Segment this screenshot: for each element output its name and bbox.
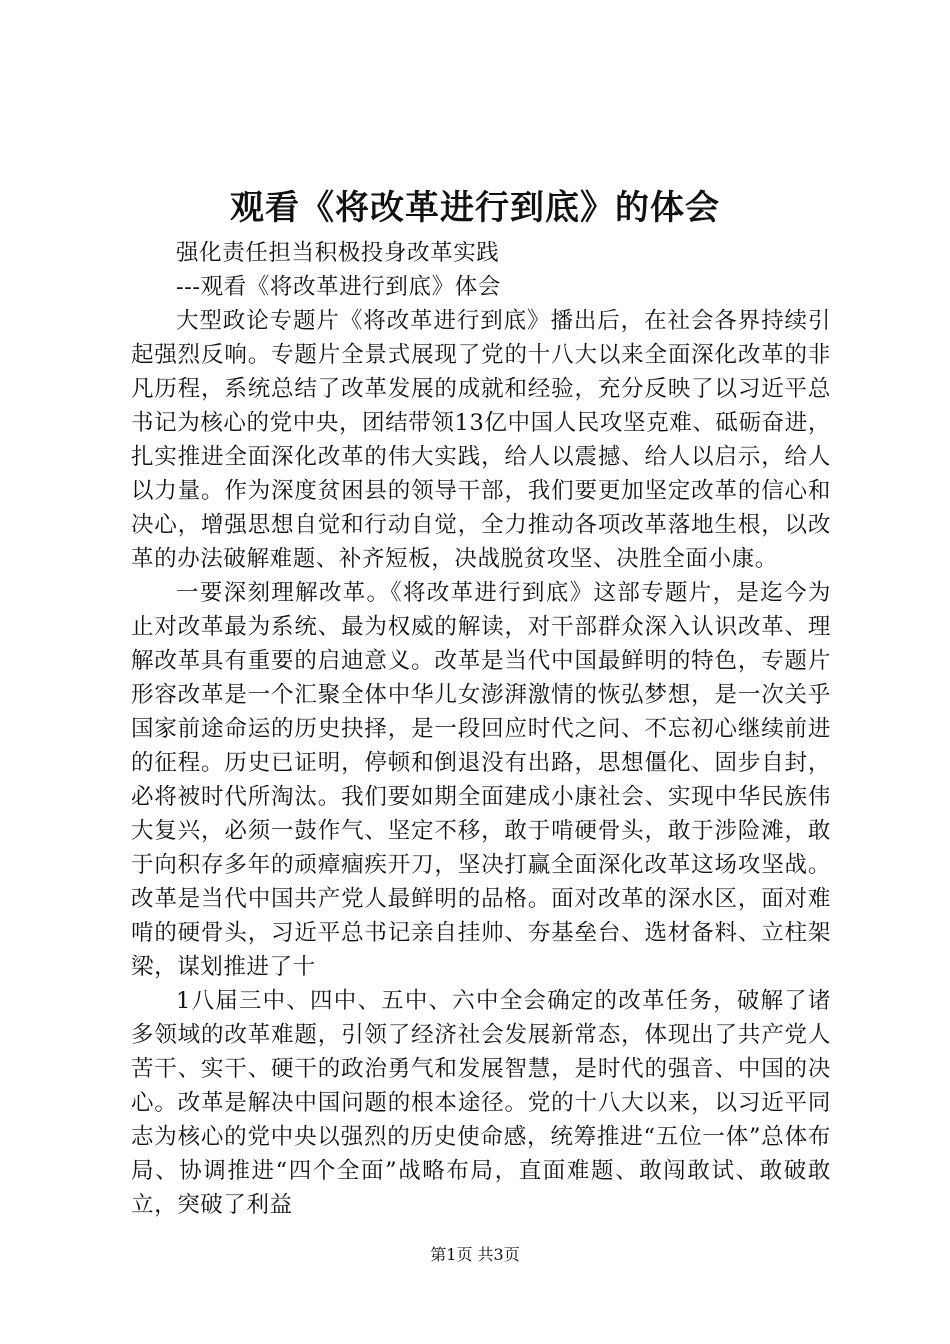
paragraph-reform-tasks: 1八届三中、四中、五中、六中全会确定的改革任务，破解了诸多领域的改革难题，引领了经济社会发展新常态，体现出了共产党人苦干、实干、硬干的政治勇气和发展智慧，是时代的强音、中国的决心。改革是解决中国问题的根本途径。党的十八大以来，以习近平同志为核心的党中央以强烈的历史使命感，统筹推进“五位一体”总体布局、协调推进“四个全面”战略布局，直面难题、敢闯敢试、敢破敢立，突破了利益 [131,988,831,1218]
document-subtitle-source: ---观看《将改革进行到底》体会 [176,274,501,300]
document-body [131,236,831,1222]
document-subtitle: 强化责任担当积极投身改革实践 [176,240,500,266]
document-title: 观看《将改革进行到底》的体会 [230,188,720,228]
paragraph-intro: 大型政论专题片《将改革进行到底》播出后，在社会各界持续引起强烈反响。专题片全景式展现了党的十八大以来全面深化改革的非凡历程，系统总结了改革发展的成就和经验，充分反映了以习近平总书记为核心的党中央，团结带领13亿中国人民攻坚克难、砥砺奋进，扎实推进全面深化改革的伟大实践，给人以震撼、给人以启示，给人以力量。作为深度贫困县的领导干部，我们要更加坚定改革的信心和决心，增强思想自觉和行动自觉，全力推动各项改革落地生根，以改革的办法破解难题、补齐短板，决战脱贫攻坚、决胜全面小康。 [131,308,831,572]
paragraph-understand-reform: 一要深刻理解改革。《将改革进行到底》这部专题片，是迄今为止对改革最为系统、最为权威的解读，对干部群众深入认识改革、理解改革具有重要的启迪意义。改革是当代中国最鲜明的特色，专题片形容改革是一个汇聚全体中华儿女澎湃激情的恢弘梦想，是一次关乎国家前途命运的历史抉择，是一段回应时代之问、不忘初心继续前进的征程。历史已证明，停顿和倒退没有出路，思想僵化、固步自封，必将被时代所淘汰。我们要如期全面建成小康社会、实现中华民族伟大复兴，必须一鼓作气、坚定不移，敢于啃硬骨头，敢于涉险滩，敢于向积存多年的顽瘴痼疾开刀，坚决打赢全面深化改革这场攻坚战。改革是当代中国共产党人最鲜明的品格。面对改革的深水区，面对难啃的硬骨头，习近平总书记亲自挂帅、夯基垒台、选材备料、立柱架梁，谋划推进了十 [131,580,831,980]
page-footer: 第1页 共3页 [430,1245,520,1264]
